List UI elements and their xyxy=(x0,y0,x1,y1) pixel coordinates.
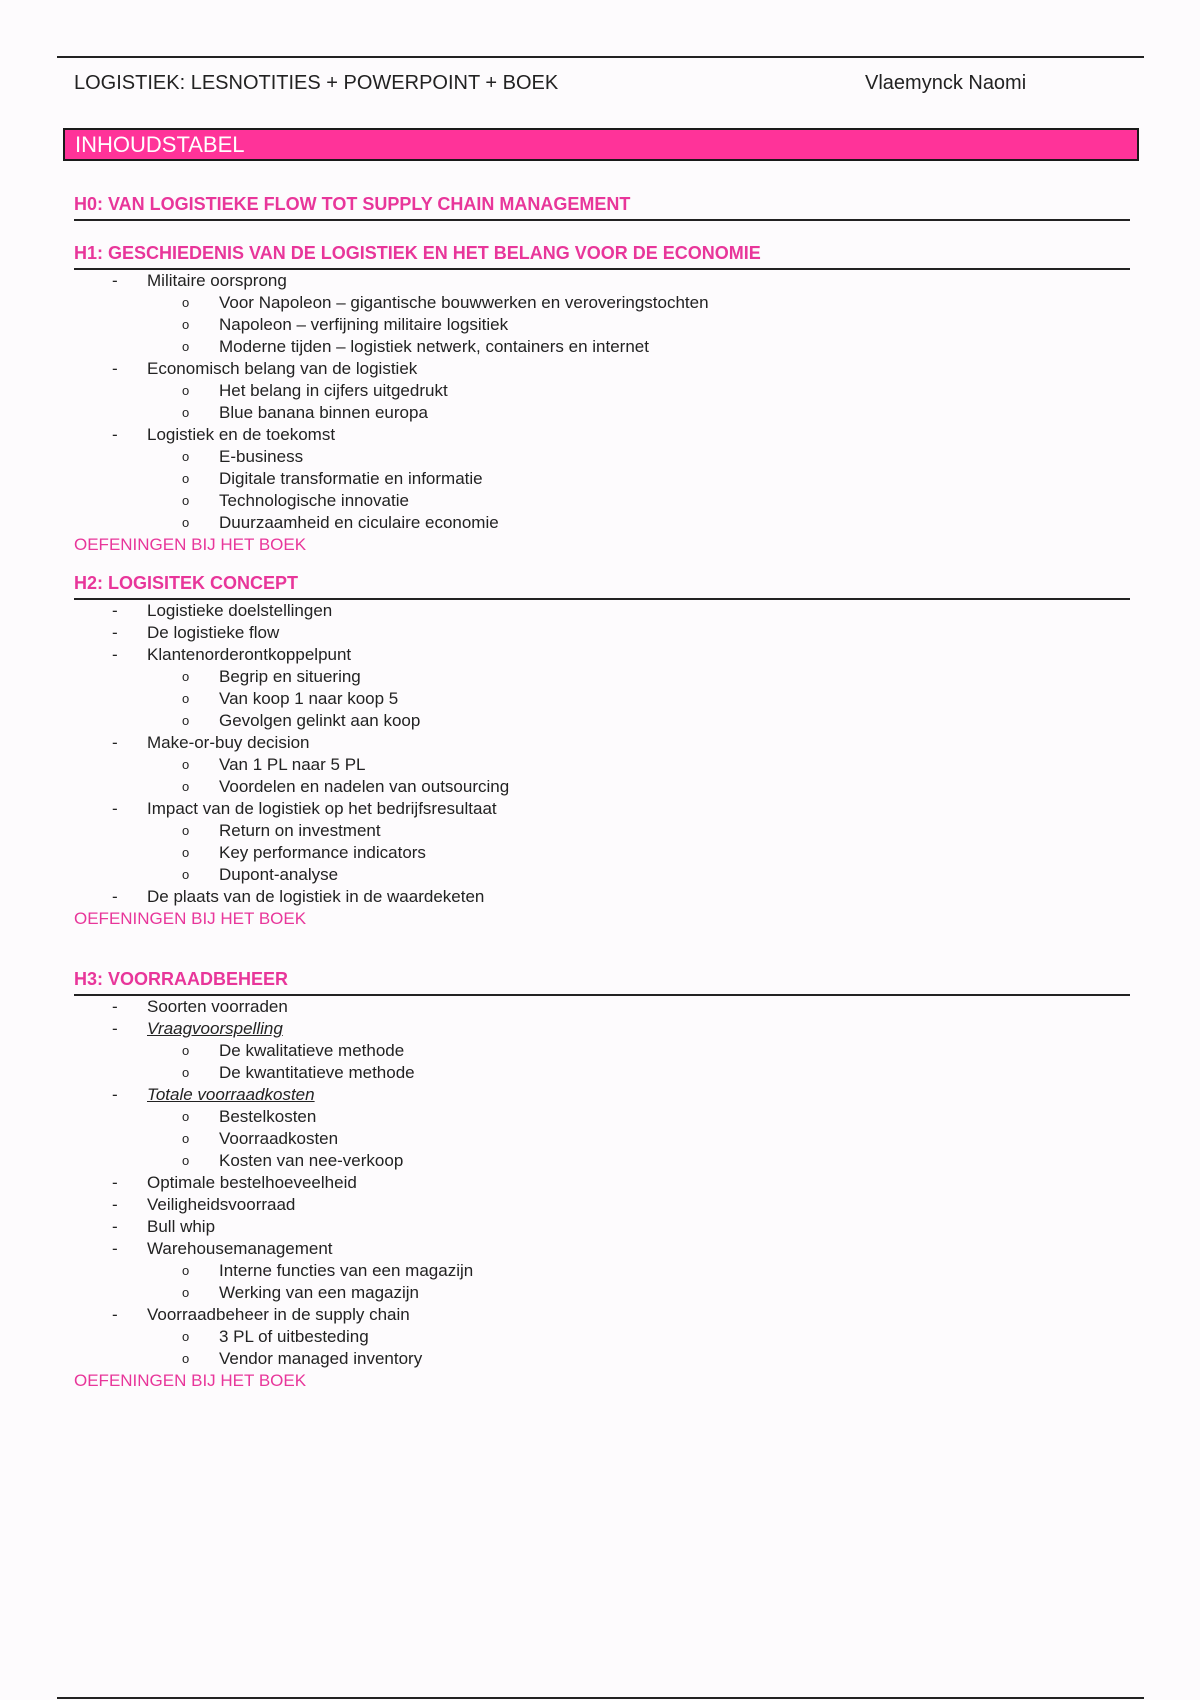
toc-item-text: Return on investment xyxy=(219,821,381,840)
toc-item-text: Dupont-analyse xyxy=(219,865,339,884)
toc-subitem xyxy=(74,1128,1130,1150)
toc-subitem xyxy=(74,380,1130,402)
toc-item-text: Logistiek en de toekomst xyxy=(147,425,336,444)
dash-bullet-icon: - xyxy=(112,1217,118,1236)
dash-bullet-icon: - xyxy=(112,1019,118,1038)
toc-item xyxy=(74,270,1130,292)
chapter-section xyxy=(74,572,1130,930)
circle-bullet-icon: o xyxy=(182,691,190,706)
toc-item-text: Militaire oorsprong xyxy=(147,271,287,290)
toc-item-text: Gevolgen gelinkt aan koop xyxy=(219,711,421,730)
circle-bullet-icon: o xyxy=(182,1131,190,1146)
toc-subitem xyxy=(74,688,1130,710)
toc-item-text: Interne functies van een magazijn xyxy=(219,1261,474,1280)
toc-item-text: Digitale transformatie en informatie xyxy=(219,469,483,488)
circle-bullet-icon: o xyxy=(182,779,190,794)
circle-bullet-icon: o xyxy=(182,515,190,530)
chapter-title: H1: GESCHIEDENIS VAN DE LOGISTIEK EN HET BELANG VOOR DE ECONOMIE xyxy=(74,242,1130,270)
toc-subitem xyxy=(74,1326,1130,1348)
toc-item-text: Vendor managed inventory xyxy=(219,1349,423,1368)
toc-item xyxy=(74,1084,1130,1106)
toc-subitem xyxy=(74,512,1130,534)
circle-bullet-icon: o xyxy=(182,1351,190,1366)
document-title: LOGISTIEK: LESNOTITIES + POWERPOINT + BOEK xyxy=(74,72,559,94)
circle-bullet-icon: o xyxy=(182,1329,190,1344)
toc-subitem xyxy=(74,842,1130,864)
toc-item-text: 3 PL of uitbesteding xyxy=(219,1327,369,1346)
page-header xyxy=(74,72,1074,102)
toc-item xyxy=(74,622,1130,644)
toc-item-text: Werking van een magazijn xyxy=(219,1283,420,1302)
toc-item-text: Voordelen en nadelen van outsourcing xyxy=(219,777,510,796)
toc-item-text: Begrip en situering xyxy=(219,667,361,686)
circle-bullet-icon: o xyxy=(182,713,190,728)
circle-bullet-icon: o xyxy=(182,1285,190,1300)
dash-bullet-icon: - xyxy=(112,1085,118,1104)
dash-bullet-icon: - xyxy=(112,733,118,752)
toc-item xyxy=(74,1018,1130,1040)
toc-item-text: Optimale bestelhoeveelheid xyxy=(147,1173,357,1192)
toc-item-text: Make-or-buy decision xyxy=(147,733,310,752)
toc-item xyxy=(74,798,1130,820)
dash-bullet-icon: - xyxy=(112,997,118,1016)
toc-subitem xyxy=(74,864,1130,886)
toc-item-text: Warehousemanagement xyxy=(147,1239,333,1258)
toc-item-text: De logistieke flow xyxy=(147,623,280,642)
top-rule xyxy=(57,56,1144,58)
toc-subitem xyxy=(74,468,1130,490)
toc-subitem xyxy=(74,1348,1130,1370)
dash-bullet-icon: - xyxy=(112,425,118,444)
toc-item xyxy=(74,732,1130,754)
dash-bullet-icon: - xyxy=(112,601,118,620)
toc-item xyxy=(74,1304,1130,1326)
toc-item-text: Technologische innovatie xyxy=(219,491,409,510)
toc-subitem xyxy=(74,666,1130,688)
toc-item-text: E-business xyxy=(219,447,304,466)
toc-item-text: Voor Napoleon – gigantische bouwwerken en veroveringstochten xyxy=(219,293,709,312)
toc-item-text: De plaats van de logistiek in de waardeketen xyxy=(147,887,485,906)
circle-bullet-icon: o xyxy=(182,449,190,464)
toc-subitem xyxy=(74,336,1130,358)
exercises-link: OEFENINGEN BIJ HET BOEK xyxy=(74,1371,307,1390)
circle-bullet-icon: o xyxy=(182,339,190,354)
circle-bullet-icon: o xyxy=(182,1153,190,1168)
toc-subitem xyxy=(74,1062,1130,1084)
toc-item-text: Napoleon – verfijning militaire logsitiek xyxy=(219,315,509,334)
toc-item-text: Voorraadkosten xyxy=(219,1129,339,1148)
chapter-section xyxy=(74,193,1130,221)
toc-subitem xyxy=(74,1150,1130,1172)
toc-item xyxy=(74,424,1130,446)
toc-item-text: Economisch belang van de logistiek xyxy=(147,359,418,378)
chapter-item-list xyxy=(74,996,1130,1370)
toc-item-text: Blue banana binnen europa xyxy=(219,403,428,422)
toc-item xyxy=(74,1238,1130,1260)
toc-item-text: Van koop 1 naar koop 5 xyxy=(219,689,399,708)
toc-item-text: Logistieke doelstellingen xyxy=(147,601,333,620)
exercises-link: OEFENINGEN BIJ HET BOEK xyxy=(74,909,307,928)
circle-bullet-icon: o xyxy=(182,867,190,882)
dash-bullet-icon: - xyxy=(112,887,118,906)
toc-item xyxy=(74,886,1130,908)
toc-item-text: Veiligheidsvoorraad xyxy=(147,1195,296,1214)
toc-item xyxy=(74,1194,1130,1216)
dash-bullet-icon: - xyxy=(112,1305,118,1324)
toc-item-text: Impact van de logistiek op het bedrijfsresultaat xyxy=(147,799,497,818)
toc-item-text: Totale voorraadkosten xyxy=(147,1085,315,1104)
chapter-title: H3: VOORRAADBEHEER xyxy=(74,968,1130,996)
toc-item xyxy=(74,358,1130,380)
chapter-section xyxy=(74,242,1130,556)
dash-bullet-icon: - xyxy=(112,271,118,290)
toc-item xyxy=(74,1172,1130,1194)
toc-item-text: De kwalitatieve methode xyxy=(219,1041,405,1060)
circle-bullet-icon: o xyxy=(182,405,190,420)
toc-item xyxy=(74,644,1130,666)
dash-bullet-icon: - xyxy=(112,1195,118,1214)
toc-item-text: Duurzaamheid en ciculaire economie xyxy=(219,513,499,532)
toc-banner: INHOUDSTABEL xyxy=(63,128,1139,161)
circle-bullet-icon: o xyxy=(182,471,190,486)
author-name: Vlaemynck Naomi xyxy=(865,72,1027,94)
toc-item-text: Soorten voorraden xyxy=(147,997,288,1016)
dash-bullet-icon: - xyxy=(112,623,118,642)
toc-item xyxy=(74,996,1130,1018)
toc-subitem xyxy=(74,446,1130,468)
toc-item xyxy=(74,1216,1130,1238)
toc-item xyxy=(74,600,1130,622)
toc-item-text: Vraagvoorspelling xyxy=(147,1019,283,1038)
toc-subitem xyxy=(74,1106,1130,1128)
toc-item-text: De kwantitatieve methode xyxy=(219,1063,415,1082)
toc-subitem xyxy=(74,402,1130,424)
toc-item-text: Key performance indicators xyxy=(219,843,426,862)
toc-subitem xyxy=(74,314,1130,336)
toc-subitem xyxy=(74,1282,1130,1304)
toc-item-text: Voorraadbeheer in de supply chain xyxy=(147,1305,410,1324)
circle-bullet-icon: o xyxy=(182,823,190,838)
bottom-rule xyxy=(57,1697,1144,1699)
toc-item-text: Klantenorderontkoppelpunt xyxy=(147,645,352,664)
circle-bullet-icon: o xyxy=(182,383,190,398)
toc-item-text: Kosten van nee-verkoop xyxy=(219,1151,404,1170)
dash-bullet-icon: - xyxy=(112,799,118,818)
toc-subitem xyxy=(74,820,1130,842)
circle-bullet-icon: o xyxy=(182,295,190,310)
circle-bullet-icon: o xyxy=(182,1065,190,1080)
dash-bullet-icon: - xyxy=(112,1239,118,1258)
exercises-link: OEFENINGEN BIJ HET BOEK xyxy=(74,535,307,554)
toc-subitem xyxy=(74,710,1130,732)
toc-subitem xyxy=(74,776,1130,798)
chapter-item-list xyxy=(74,600,1130,908)
circle-bullet-icon: o xyxy=(182,1109,190,1124)
toc-item-text: Het belang in cijfers uitgedrukt xyxy=(219,381,448,400)
dash-bullet-icon: - xyxy=(112,1173,118,1192)
circle-bullet-icon: o xyxy=(182,845,190,860)
chapter-section xyxy=(74,968,1130,1392)
toc-item-text: Bull whip xyxy=(147,1217,216,1236)
circle-bullet-icon: o xyxy=(182,757,190,772)
toc-subitem xyxy=(74,1260,1130,1282)
toc-item-text: Bestelkosten xyxy=(219,1107,317,1126)
chapter-title: H2: LOGISITEK CONCEPT xyxy=(74,572,1130,600)
dash-bullet-icon: - xyxy=(112,645,118,664)
circle-bullet-icon: o xyxy=(182,669,190,684)
toc-subitem xyxy=(74,1040,1130,1062)
chapter-item-list xyxy=(74,270,1130,534)
toc-item-text: Van 1 PL naar 5 PL xyxy=(219,755,366,774)
circle-bullet-icon: o xyxy=(182,493,190,508)
dash-bullet-icon: - xyxy=(112,359,118,378)
toc-subitem xyxy=(74,490,1130,512)
toc-subitem xyxy=(74,754,1130,776)
circle-bullet-icon: o xyxy=(182,1043,190,1058)
toc-subitem xyxy=(74,292,1130,314)
chapter-title: H0: VAN LOGISTIEKE FLOW TOT SUPPLY CHAIN MANAGEMENT xyxy=(74,193,1130,221)
circle-bullet-icon: o xyxy=(182,1263,190,1278)
toc-item-text: Moderne tijden – logistiek netwerk, containers en internet xyxy=(219,337,649,356)
circle-bullet-icon: o xyxy=(182,317,190,332)
